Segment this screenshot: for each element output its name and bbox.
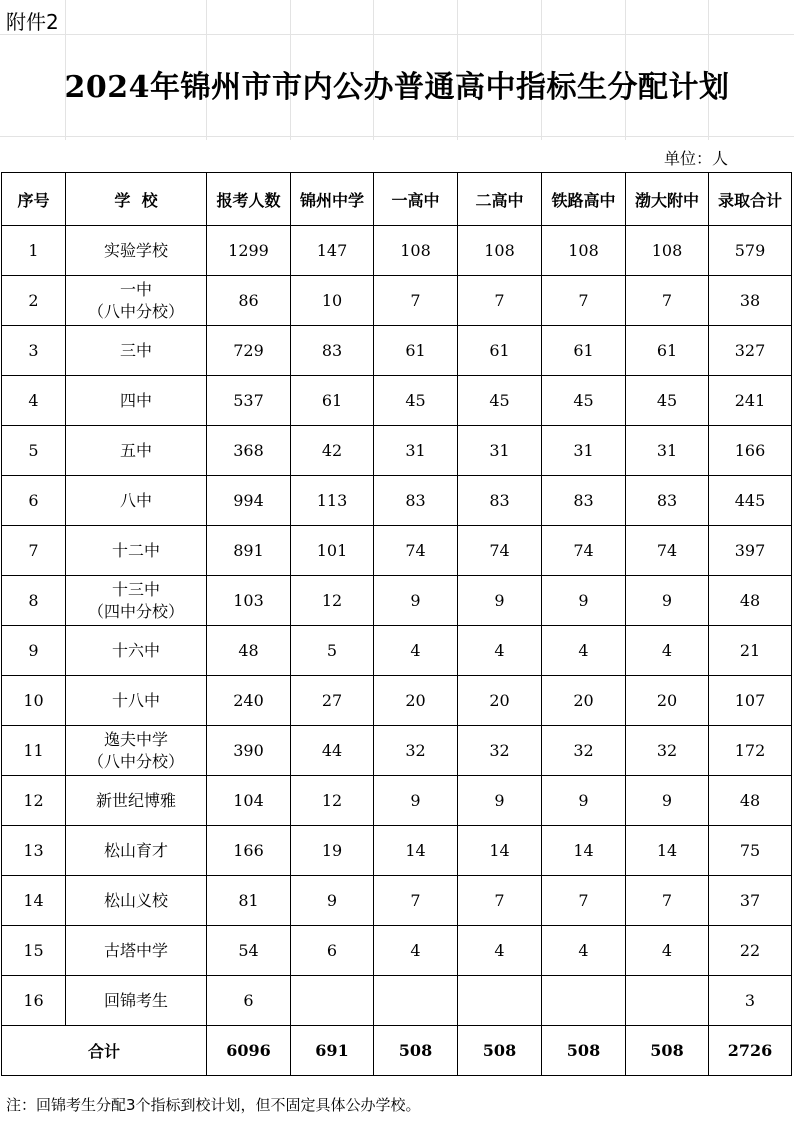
cell-tielu: 9 — [542, 776, 626, 826]
unit-label: 单位：人 — [664, 149, 729, 168]
cell-total: 172 — [709, 726, 792, 776]
cell-jinzhou: 42 — [291, 426, 374, 476]
cell-yigao: 31 — [374, 426, 458, 476]
school-name: 十八中 — [111, 690, 160, 710]
cell-jinzhou: 113 — [291, 476, 374, 526]
cell-applicants: 54 — [207, 926, 291, 976]
cell-total: 21 — [709, 626, 792, 676]
cell-yigao: 61 — [374, 326, 458, 376]
school-name-cell — [66, 726, 207, 776]
school-name-cell — [66, 976, 207, 1026]
cell-total: 37 — [709, 876, 792, 926]
table-row — [2, 726, 792, 776]
cell-total: 445 — [709, 476, 792, 526]
header-cell-applicants: 报考人数 — [207, 173, 291, 226]
cell-applicants: 891 — [207, 526, 291, 576]
cell-boda — [626, 976, 709, 1026]
cell-jinzhou: 9 — [291, 876, 374, 926]
cell-jinzhou: 61 — [291, 376, 374, 426]
cell-yigao: 74 — [374, 526, 458, 576]
cell-tielu: 20 — [542, 676, 626, 726]
cell-jinzhou: 12 — [291, 776, 374, 826]
row-number: 8 — [2, 576, 66, 626]
school-name-cell — [66, 526, 207, 576]
cell-boda: 7 — [626, 876, 709, 926]
cell-applicants: 994 — [207, 476, 291, 526]
table-body — [2, 226, 792, 1026]
cell-tielu: 4 — [542, 626, 626, 676]
school-name: 八中 — [119, 490, 152, 510]
table-row — [2, 526, 792, 576]
school-name: 古塔中学 — [103, 940, 168, 960]
cell-total: 48 — [709, 576, 792, 626]
table-row — [2, 276, 792, 326]
cell-yigao: 7 — [374, 876, 458, 926]
cell-ergao: 7 — [458, 876, 542, 926]
cell-applicants: 86 — [207, 276, 291, 326]
totals-ergao: 508 — [458, 1026, 542, 1076]
row-number: 6 — [2, 476, 66, 526]
totals-jinzhou: 691 — [291, 1026, 374, 1076]
footnote: 注：回锦考生分配3个指标到校计划，但不固定具体公办学校。 — [6, 1096, 421, 1114]
cell-tielu: 9 — [542, 576, 626, 626]
header-cell-total: 录取合计 — [709, 173, 792, 226]
school-name: 五中 — [119, 440, 152, 460]
cell-total: 579 — [709, 226, 792, 276]
cell-boda: 9 — [626, 776, 709, 826]
cell-boda: 20 — [626, 676, 709, 726]
cell-ergao: 7 — [458, 276, 542, 326]
table-row — [2, 426, 792, 476]
row-number: 4 — [2, 376, 66, 426]
row-number: 12 — [2, 776, 66, 826]
cell-ergao: 74 — [458, 526, 542, 576]
totals-yigao: 508 — [374, 1026, 458, 1076]
cell-tielu: 61 — [542, 326, 626, 376]
cell-total: 48 — [709, 776, 792, 826]
header-cell-ergao: 二高中 — [458, 173, 542, 226]
school-branch-note: （八中分校） — [87, 301, 184, 321]
cell-yigao: 45 — [374, 376, 458, 426]
header-cell-no: 序号 — [2, 173, 66, 226]
cell-tielu: 32 — [542, 726, 626, 776]
cell-applicants: 166 — [207, 826, 291, 876]
cell-tielu: 7 — [542, 276, 626, 326]
cell-yigao: 83 — [374, 476, 458, 526]
cell-yigao: 14 — [374, 826, 458, 876]
cell-boda: 4 — [626, 626, 709, 676]
cell-boda: 61 — [626, 326, 709, 376]
table-row — [2, 826, 792, 876]
cell-total: 75 — [709, 826, 792, 876]
totals-total: 2726 — [709, 1026, 792, 1076]
school-name-cell — [66, 876, 207, 926]
totals-boda: 508 — [626, 1026, 709, 1076]
cell-jinzhou: 10 — [291, 276, 374, 326]
cell-ergao: 31 — [458, 426, 542, 476]
cell-yigao — [374, 976, 458, 1026]
cell-ergao: 9 — [458, 776, 542, 826]
cell-applicants: 103 — [207, 576, 291, 626]
cell-applicants: 104 — [207, 776, 291, 826]
header-cell-tielu: 铁路高中 — [542, 173, 626, 226]
cell-boda: 45 — [626, 376, 709, 426]
school-name: 一中 — [119, 279, 152, 299]
table-row — [2, 326, 792, 376]
table-row — [2, 626, 792, 676]
school-name: 逸夫中学 — [103, 729, 168, 749]
cell-jinzhou: 44 — [291, 726, 374, 776]
header-cell-jinzhou: 锦州中学 — [291, 173, 374, 226]
cell-tielu: 108 — [542, 226, 626, 276]
row-number: 2 — [2, 276, 66, 326]
cell-yigao: 9 — [374, 776, 458, 826]
header-cell-yigao: 一高中 — [374, 173, 458, 226]
school-name-cell — [66, 226, 207, 276]
attachment-label: 附件2 — [6, 10, 59, 34]
cell-ergao: 20 — [458, 676, 542, 726]
cell-total: 107 — [709, 676, 792, 726]
cell-yigao: 108 — [374, 226, 458, 276]
school-branch-note: （八中分校） — [87, 751, 184, 771]
table-row — [2, 476, 792, 526]
school-name-cell — [66, 476, 207, 526]
cell-boda: 9 — [626, 576, 709, 626]
cell-tielu: 45 — [542, 376, 626, 426]
cell-yigao: 4 — [374, 626, 458, 676]
cell-tielu — [542, 976, 626, 1026]
cell-ergao: 61 — [458, 326, 542, 376]
cell-ergao: 9 — [458, 576, 542, 626]
row-number: 10 — [2, 676, 66, 726]
cell-total: 3 — [709, 976, 792, 1026]
cell-ergao: 14 — [458, 826, 542, 876]
cell-jinzhou: 19 — [291, 826, 374, 876]
school-name-cell — [66, 676, 207, 726]
cell-tielu: 31 — [542, 426, 626, 476]
school-name: 三中 — [119, 340, 152, 360]
table-row — [2, 776, 792, 826]
cell-yigao: 20 — [374, 676, 458, 726]
cell-jinzhou — [291, 976, 374, 1026]
school-name-cell — [66, 926, 207, 976]
cell-ergao: 4 — [458, 626, 542, 676]
cell-jinzhou: 6 — [291, 926, 374, 976]
cell-applicants: 390 — [207, 726, 291, 776]
cell-applicants: 240 — [207, 676, 291, 726]
school-name-cell — [66, 426, 207, 476]
allocation-table — [1, 172, 792, 1076]
cell-total: 22 — [709, 926, 792, 976]
cell-jinzhou: 5 — [291, 626, 374, 676]
cell-boda: 83 — [626, 476, 709, 526]
cell-ergao — [458, 976, 542, 1026]
school-name: 实验学校 — [103, 240, 168, 260]
cell-applicants: 537 — [207, 376, 291, 426]
cell-yigao: 4 — [374, 926, 458, 976]
table-row — [2, 226, 792, 276]
school-name-cell — [66, 626, 207, 676]
cell-applicants: 48 — [207, 626, 291, 676]
header-row — [2, 173, 792, 226]
school-name-cell — [66, 276, 207, 326]
cell-total: 166 — [709, 426, 792, 476]
school-name-cell — [66, 776, 207, 826]
totals-tielu: 508 — [542, 1026, 626, 1076]
school-name-cell — [66, 576, 207, 626]
cell-boda: 108 — [626, 226, 709, 276]
cell-jinzhou: 12 — [291, 576, 374, 626]
cell-tielu: 4 — [542, 926, 626, 976]
document-title: 2024年锦州市市内公办普通高中指标生分配计划 — [64, 70, 730, 105]
school-name: 四中 — [119, 390, 152, 410]
table-row — [2, 576, 792, 626]
school-branch-note: （四中分校） — [87, 601, 184, 621]
school-name: 松山义校 — [103, 890, 168, 910]
totals-label: 合计 — [2, 1026, 207, 1076]
table-row — [2, 926, 792, 976]
totals-applicants: 6096 — [207, 1026, 291, 1076]
cell-boda: 14 — [626, 826, 709, 876]
cell-ergao: 83 — [458, 476, 542, 526]
cell-boda: 31 — [626, 426, 709, 476]
table-row — [2, 976, 792, 1026]
school-name-cell — [66, 376, 207, 426]
cell-applicants: 6 — [207, 976, 291, 1026]
cell-tielu: 83 — [542, 476, 626, 526]
school-name: 十六中 — [111, 640, 160, 660]
cell-ergao: 4 — [458, 926, 542, 976]
cell-applicants: 1299 — [207, 226, 291, 276]
school-name-cell — [66, 826, 207, 876]
cell-jinzhou: 83 — [291, 326, 374, 376]
table-row — [2, 876, 792, 926]
row-number: 5 — [2, 426, 66, 476]
cell-yigao: 32 — [374, 726, 458, 776]
school-name: 松山育才 — [103, 840, 168, 860]
cell-total: 397 — [709, 526, 792, 576]
cell-yigao: 9 — [374, 576, 458, 626]
school-name: 十二中 — [111, 540, 160, 560]
school-name: 十三中 — [111, 579, 160, 599]
row-number: 11 — [2, 726, 66, 776]
cell-total: 241 — [709, 376, 792, 426]
cell-applicants: 81 — [207, 876, 291, 926]
row-number: 7 — [2, 526, 66, 576]
cell-boda: 7 — [626, 276, 709, 326]
cell-boda: 74 — [626, 526, 709, 576]
row-number: 1 — [2, 226, 66, 276]
school-name-cell — [66, 326, 207, 376]
cell-jinzhou: 147 — [291, 226, 374, 276]
header-cell-school: 学 校 — [66, 173, 207, 226]
table-row — [2, 676, 792, 726]
cell-applicants: 368 — [207, 426, 291, 476]
totals-row — [2, 1026, 792, 1076]
header-cell-boda: 渤大附中 — [626, 173, 709, 226]
row-number: 15 — [2, 926, 66, 976]
cell-ergao: 45 — [458, 376, 542, 426]
cell-ergao: 108 — [458, 226, 542, 276]
cell-boda: 32 — [626, 726, 709, 776]
cell-yigao: 7 — [374, 276, 458, 326]
school-name: 新世纪博雅 — [95, 790, 176, 810]
row-number: 14 — [2, 876, 66, 926]
cell-jinzhou: 27 — [291, 676, 374, 726]
table-row — [2, 376, 792, 426]
school-name: 回锦考生 — [103, 990, 168, 1010]
cell-jinzhou: 101 — [291, 526, 374, 576]
cell-ergao: 32 — [458, 726, 542, 776]
cell-applicants: 729 — [207, 326, 291, 376]
cell-tielu: 7 — [542, 876, 626, 926]
cell-tielu: 14 — [542, 826, 626, 876]
cell-total: 38 — [709, 276, 792, 326]
cell-boda: 4 — [626, 926, 709, 976]
cell-tielu: 74 — [542, 526, 626, 576]
row-number: 16 — [2, 976, 66, 1026]
row-number: 3 — [2, 326, 66, 376]
row-number: 13 — [2, 826, 66, 876]
cell-total: 327 — [709, 326, 792, 376]
row-number: 9 — [2, 626, 66, 676]
